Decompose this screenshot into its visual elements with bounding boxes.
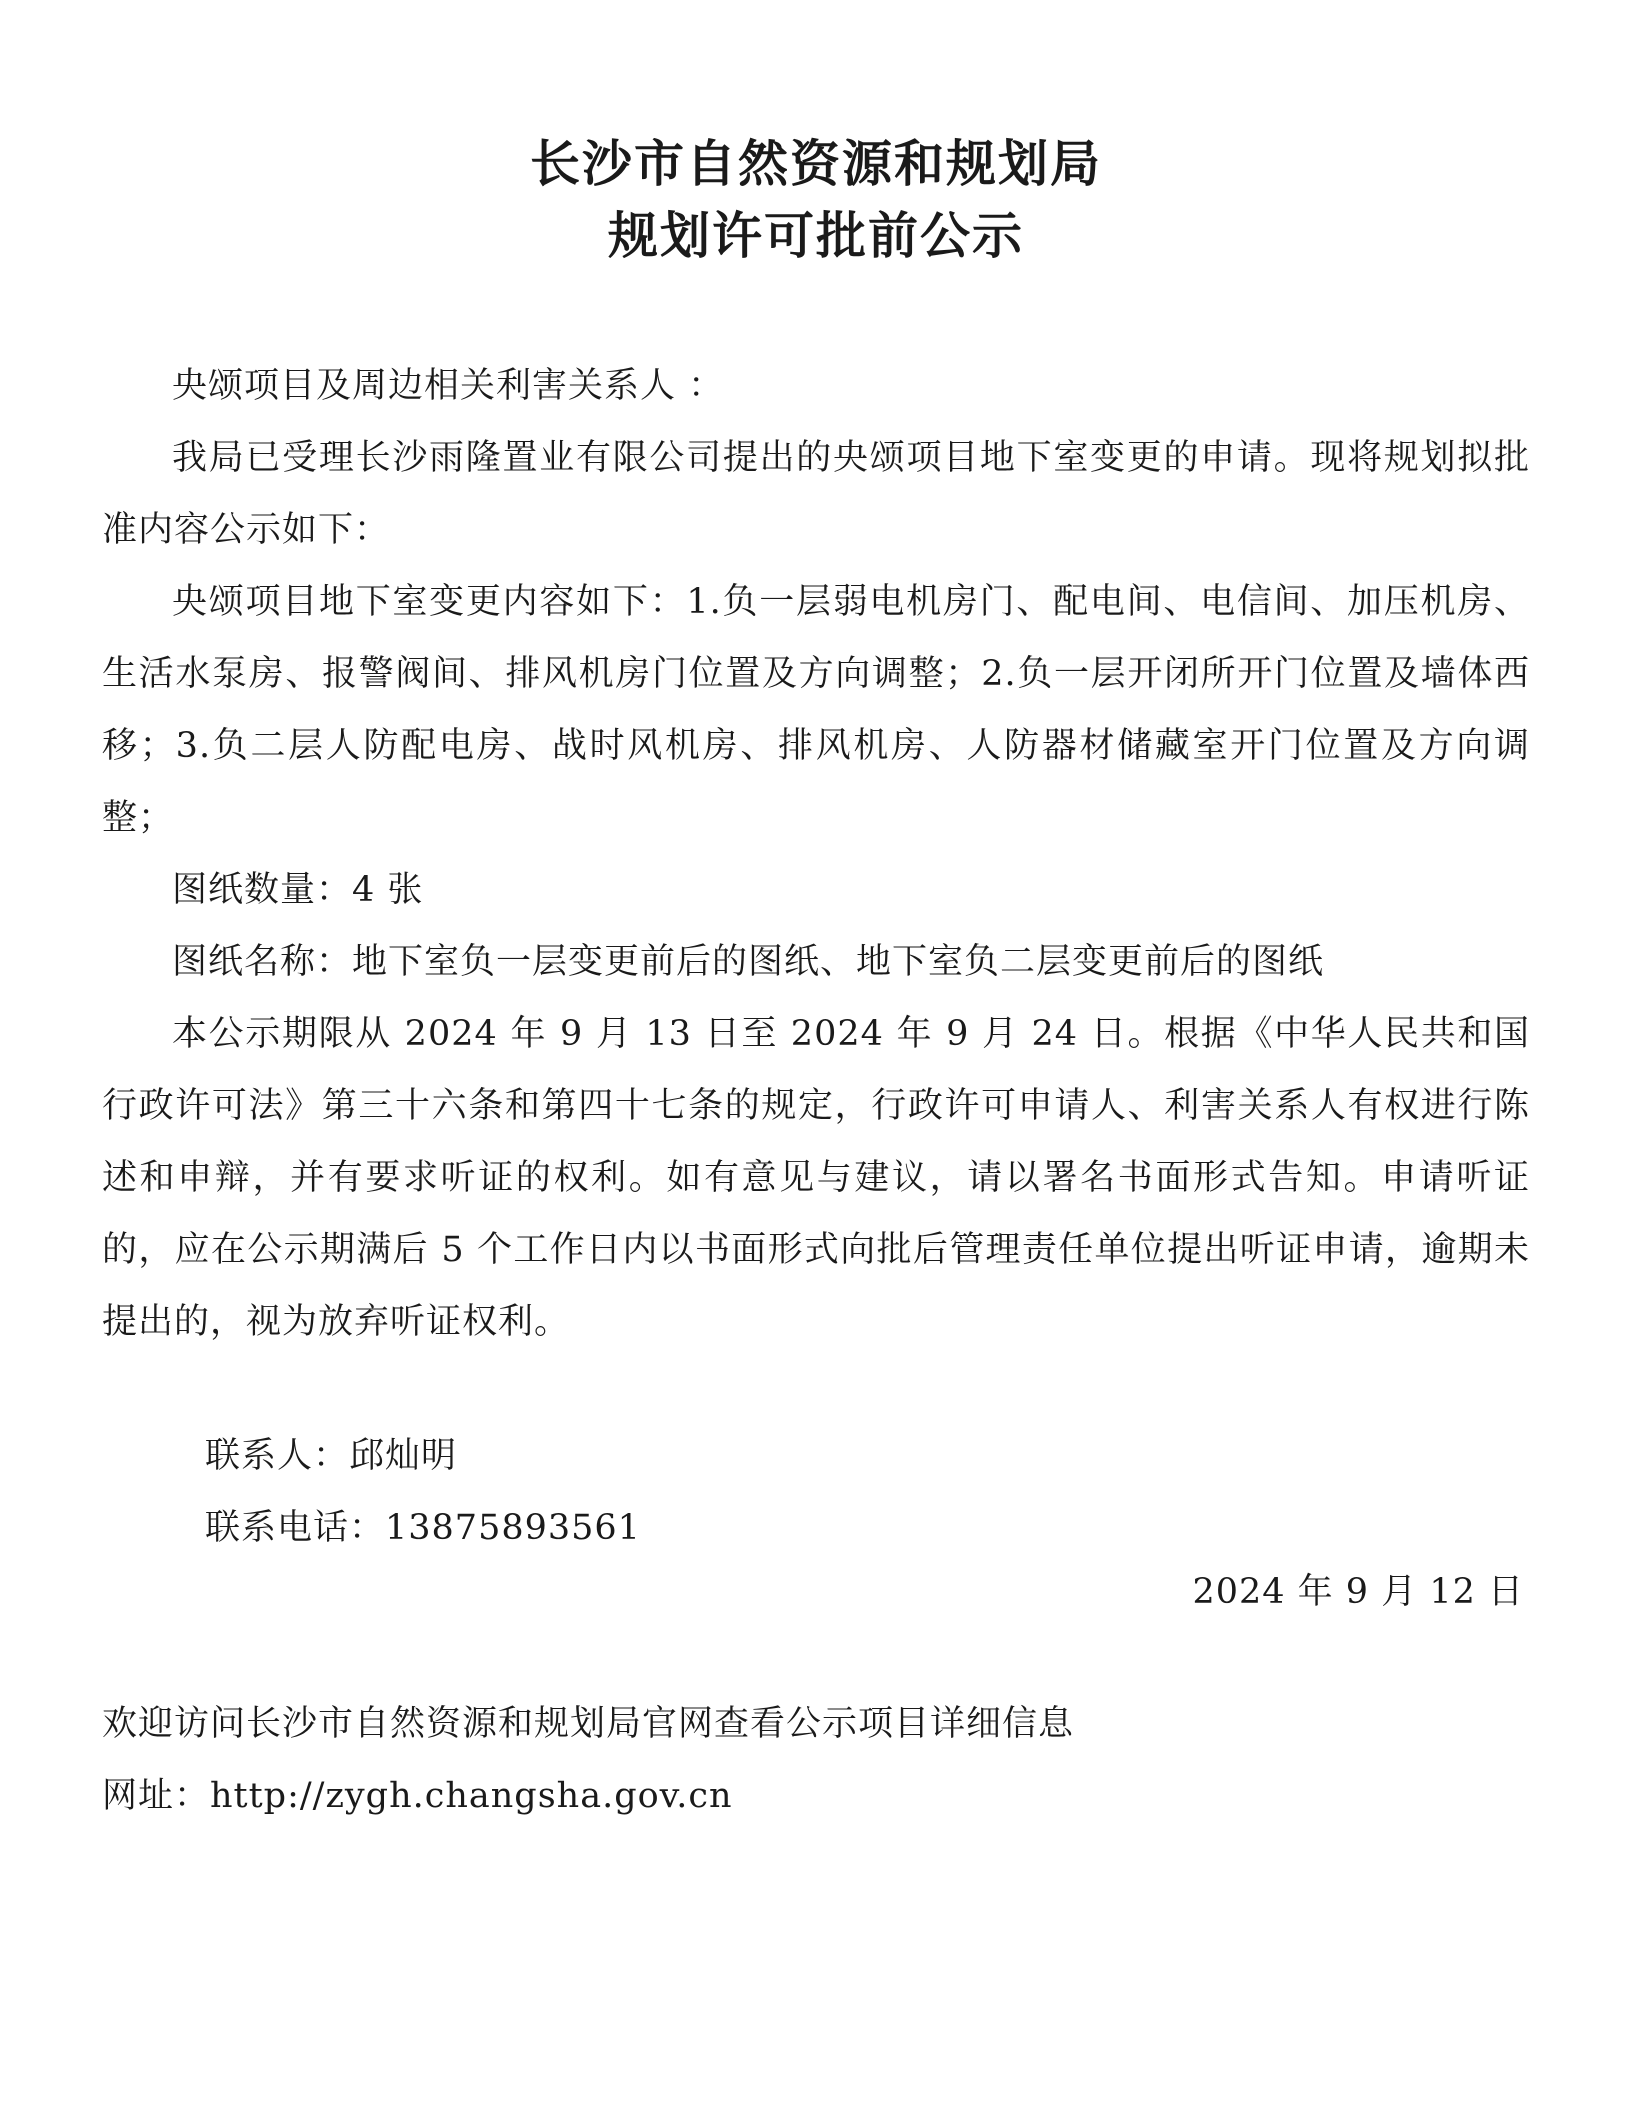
footer-url: 网址：http://zygh.changsha.gov.cn <box>102 1776 733 1816</box>
paragraph-application: 我局已受理长沙雨隆置业有限公司提出的央颂项目地下室变更的申请。现将规划拟批准内容公示如下： <box>102 438 1530 550</box>
paragraph-drawing-names: 图纸名称：地下室负一层变更前后的图纸、地下室负二层变更前后的图纸 <box>172 942 1325 982</box>
notice-body <box>102 350 1530 1358</box>
paragraph-change-content: 央颂项目地下室变更内容如下：1.负一层弱电机房门、配电间、电信间、加压机房、生活水泵房、报警阀间、排风机房门位置及方向调整；2.负一层开闭所开门位置及墙体西移；3.负二层人防配电房、战时风机房、排风机房、人防器材储藏室开门位置及方向调整； <box>102 582 1530 838</box>
paragraph-drawing-count: 图纸数量：4 张 <box>172 870 424 910</box>
footer-visit-text: 欢迎访问长沙市自然资源和规划局官网查看公示项目详细信息 <box>102 1704 1075 1744</box>
paragraph-notice-period: 本公示期限从 2024 年 9 月 13 日至 2024 年 9 月 24 日。根据《中华人民共和国行政许可法》第三十六条和第四十七条的规定，行政许可申请人、利害关系人有权进行陈述和申辩，并有要求听证的权利。如有意见与建议，请以署名书面形式告知。申请听证的，应在公示期满后 5 个工作日内以书面形式向批后管理责任单位提出听证申请，逾期未提出的，视为放弃听证权利。 <box>102 1014 1530 1342</box>
title-notice: 规划许可批前公示 <box>608 207 1024 265</box>
contact-info <box>205 1420 641 1564</box>
contact-phone: 联系电话：13875893561 <box>205 1508 641 1548</box>
salutation: 央颂项目及周边相关利害关系人 ： <box>172 366 725 406</box>
issue-date: 2024 年 9 月 12 日 <box>1192 1572 1524 1612</box>
contact-person: 联系人：邱灿明 <box>205 1436 458 1476</box>
document-title <box>0 128 1632 272</box>
title-agency: 长沙市自然资源和规划局 <box>530 135 1102 193</box>
footer-info <box>102 1688 1074 1832</box>
